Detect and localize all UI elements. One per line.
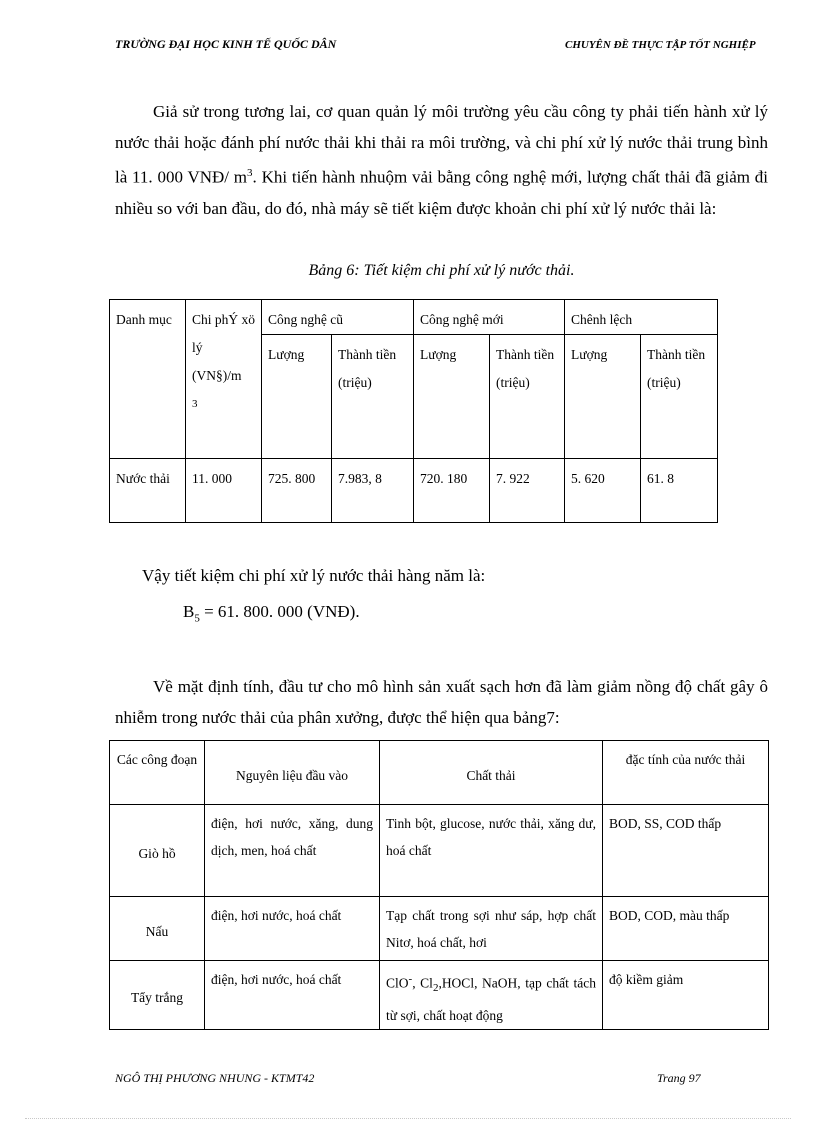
cell-stage: Nấu (110, 897, 205, 961)
cell-diff-amount: 5. 620 (565, 459, 641, 523)
table-row (110, 805, 769, 897)
th-luong: Lượng (565, 335, 641, 459)
th-cong-nghe-cu: Công nghệ cũ (262, 300, 414, 335)
page-divider (25, 1118, 791, 1119)
header-school: TRƯỜNG ĐẠI HỌC KINH TẾ QUỐC DÂN (115, 37, 337, 51)
th-thanh-tien: Thành tiền (triệu) (490, 335, 565, 459)
header-title: CHUYÊN ĐỀ THỰC TẬP TỐT NGHIỆP (565, 39, 756, 51)
cell-input: điện, hơi nước, hoá chất (205, 897, 380, 961)
footer-page-number: Trang 97 (657, 1071, 701, 1085)
cell-input: điện, hơi nước, hoá chất (205, 961, 380, 1030)
th-luong: Lượng (414, 335, 490, 459)
cell-input: điện, hơi nước, xăng, dung dịch, men, hoá chất (205, 805, 380, 897)
cell-stage: Tẩy trắng (110, 961, 205, 1030)
th-thanh-tien: Thành tiền (triệu) (332, 335, 414, 459)
table7-stages (109, 740, 769, 1030)
cell-waste: Tạp chất trong sợi như sáp, hợp chất Nitơ, hoá chất, hơi (380, 897, 603, 961)
cell-stage: Giò hồ (110, 805, 205, 897)
b5-formula: $B_5 = 61$. 800. 000 (VNĐ). (183, 602, 360, 625)
table6-cost-savings (109, 299, 718, 523)
cell-waste: ClO-, $Cl_2,HOCl$, NaOH, tạp chất tách từ sợi, chất hoạt động (380, 961, 603, 1030)
cell-new-money: 7. 922 (490, 459, 565, 523)
th-waste: Chất thải (380, 741, 603, 805)
cell-old-amount: 725. 800 (262, 459, 332, 523)
paragraph-intro: Giả sử trong tương lai, cơ quan quản lý môi trường yêu cầu công ty phải tiến hành xử lý nước thải hoặc đánh phí nước thải khi thải ra môi trường, và chi phí xử lý nước thải trung bình là 11. 000 VNĐ/ $m^3$. Khi tiến hành nhuộm vải bằng công nghệ mới, lượng chất thải đã giảm đi nhiều so với ban đầu, do đó, nhà máy sẽ tiết kiệm được khoản chi phí xử lý nước thải là: (115, 102, 769, 218)
th-luong: Lượng (262, 335, 332, 459)
cell-name: Nước thải (110, 459, 186, 523)
th-chenh-lech: Chênh lệch (565, 300, 718, 335)
footer-author: NGÔ THỊ PHƯƠNG NHUNG - KTMT42 (115, 1071, 315, 1085)
table-row (110, 897, 769, 961)
cell-waste: Tinh bột, glucose, nước thải, xăng dư, hoá chất (380, 805, 603, 897)
table-row (110, 459, 718, 523)
th-input: Nguyên liệu đầu vào (205, 741, 380, 805)
cell-character: BOD, SS, COD thấp (603, 805, 769, 897)
th-stage: Các công đoạn (110, 741, 205, 805)
cell-cost: 11. 000 (186, 459, 262, 523)
table6-caption: Bảng 6: Tiết kiệm chi phí xử lý nước thải. (308, 262, 575, 279)
cell-character: BOD, COD, màu thấp (603, 897, 769, 961)
cell-diff-money: 61. 8 (641, 459, 718, 523)
cell-old-money: 7.983, 8 (332, 459, 414, 523)
cell-character: độ kiềm giảm (603, 961, 769, 1030)
paragraph-qualitative: Về mặt định tính, đầu tư cho mô hình sản xuất sạch hơn đã làm giảm nồng độ chất gây ô nhiễm trong nước thải của phân xưởng, được thể hiện qua bảng7: (115, 677, 768, 727)
th-danh-muc: Danh mục (110, 300, 186, 459)
cell-new-amount: 720. 180 (414, 459, 490, 523)
th-chi-phi: Chi phÝ xö lý (VN§)/m $^3$ (186, 300, 262, 459)
table-row (110, 961, 769, 1030)
th-cong-nghe-moi: Công nghệ mới (414, 300, 565, 335)
summary-sentence: Vậy tiết kiệm chi phí xử lý nước thải hàng năm là: (142, 566, 486, 585)
th-thanh-tien: Thành tiền (triệu) (641, 335, 718, 459)
th-character: đặc tính của nước thải (603, 741, 769, 805)
